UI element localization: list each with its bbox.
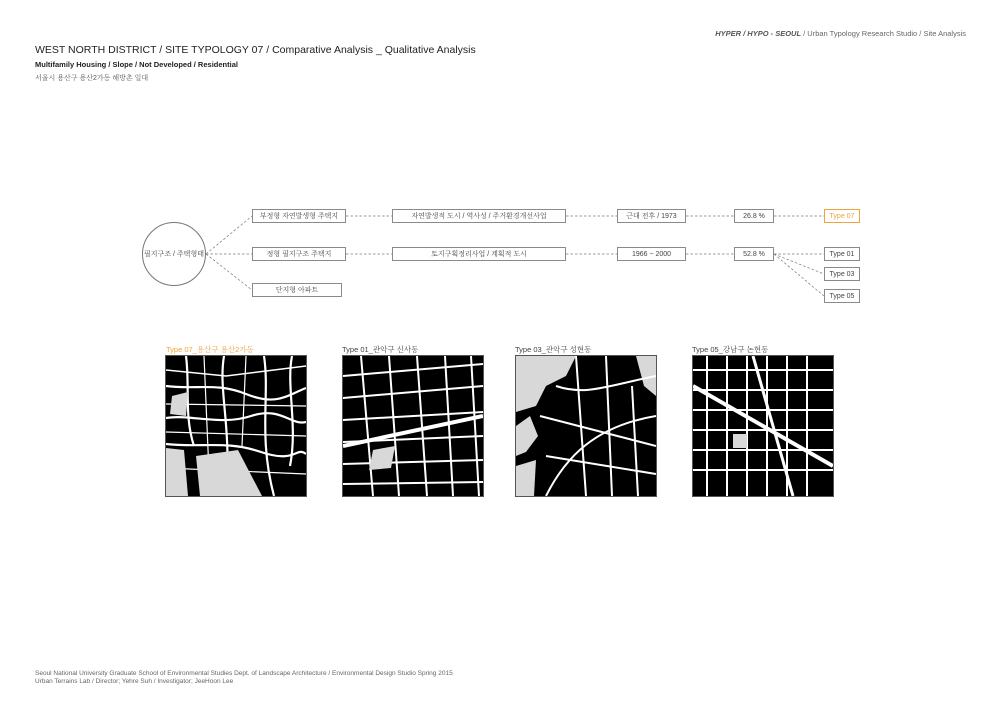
figure-ground-map-type05 <box>692 355 834 497</box>
map-drawing <box>166 356 306 496</box>
header-studio: / Urban Typology Research Studio / Site Analysis <box>801 29 966 38</box>
page-title: WEST NORTH DISTRICT / SITE TYPOLOGY 07 / Comparative Analysis _ Qualitative Analysis <box>35 44 476 56</box>
root-node-label: 필지구조 / 주택형태 <box>144 251 204 258</box>
map-label-type03: Type 03_관악구 성현동 <box>515 345 592 354</box>
ratio-box-26: 26.8 % <box>734 209 774 223</box>
map-drawing <box>343 356 483 496</box>
footer-line-2: Urban Terrains Lab / Director; Yehre Suh / Investigator; JeeHoon Lee <box>35 678 234 685</box>
form-box-apartment: 단지형 아파트 <box>252 283 342 297</box>
period-box-modern: 근대 전후 / 1973 <box>617 209 686 223</box>
type-box-01: Type 01 <box>824 247 860 261</box>
site-location: 서울시 용산구 용산2가동 해방촌 일대 <box>35 75 149 82</box>
period-box-1966: 1966 ~ 2000 <box>617 247 686 261</box>
map-drawing <box>516 356 656 496</box>
type-box-05: Type 05 <box>824 289 860 303</box>
map-label-type01: Type 01_관악구 신사동 <box>342 345 419 354</box>
type-box-03: Type 03 <box>824 267 860 281</box>
map-drawing <box>693 356 833 496</box>
figure-ground-map-type03 <box>515 355 657 497</box>
map-label-type07: Type 07_용산구 용산2가동 <box>166 345 254 354</box>
map-label-type05: Type 05_강남구 논현동 <box>692 345 769 354</box>
footer-credit <box>35 670 453 686</box>
form-box-irregular: 부정형 자연발생형 주택지 <box>252 209 346 223</box>
type-box-07: Type 07 <box>824 209 860 223</box>
page-subtitle: Multifamily Housing / Slope / Not Developed / Residential <box>35 60 238 69</box>
root-node-circle <box>142 222 206 286</box>
character-box-natural: 자연발생적 도시 / 역사성 / 주거환경개선사업 <box>392 209 566 223</box>
header-brand: HYPER / HYPO - SEOUL <box>715 29 802 38</box>
character-box-planned: 토지구획정리사업 / 계획적 도시 <box>392 247 566 261</box>
footer-line-1: Seoul National University Graduate School of Environmental Studies Dept. of Landscape Architecture / Environmental Design Studio Spring 2015 <box>35 670 453 677</box>
ratio-box-52: 52.8 % <box>734 247 774 261</box>
form-box-regular: 정형 필지구조 주택지 <box>252 247 346 261</box>
figure-ground-map-type01 <box>342 355 484 497</box>
figure-ground-map-type07 <box>165 355 307 497</box>
